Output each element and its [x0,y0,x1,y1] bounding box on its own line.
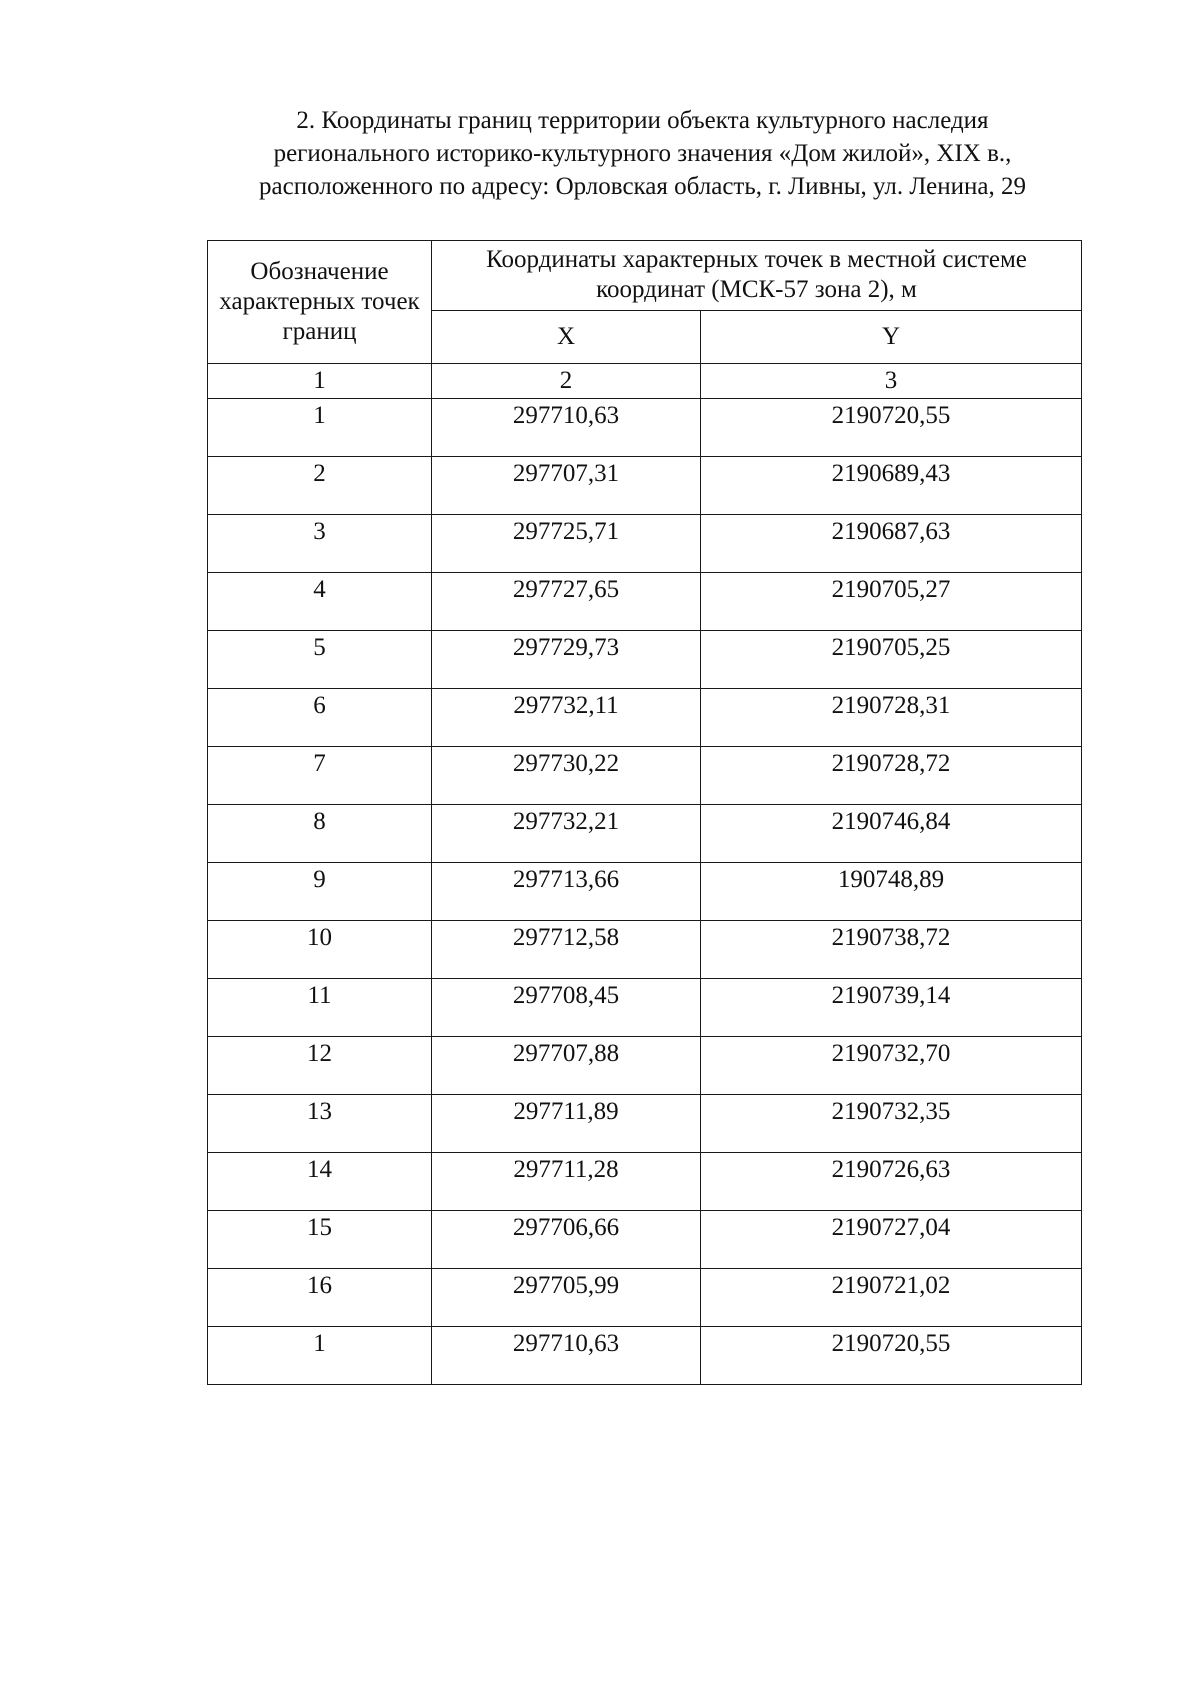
column-number-row [208,364,1082,399]
point-cell: 8 [208,805,432,863]
point-cell: 16 [208,1269,432,1327]
x-column-header: X [432,310,701,363]
x-cell: 297712,58 [432,921,701,979]
y-cell: 2190746,84 [701,805,1082,863]
document-title [190,104,1095,203]
y-cell: 2190720,55 [701,399,1082,457]
table-row [208,979,1082,1037]
y-cell: 2190705,25 [701,631,1082,689]
column-number: 2 [432,364,701,399]
y-cell: 2190721,02 [701,1269,1082,1327]
coords-group-header: Координаты характерных точек в местной системе координат (МСК-57 зона 2), м [432,241,1082,311]
point-cell: 6 [208,689,432,747]
point-cell: 12 [208,1037,432,1095]
x-cell: 297707,31 [432,457,701,515]
title-line: расположенного по адресу: Орловская область, г. Ливны, ул. Ленина, 29 [259,173,1026,200]
table-row [208,1153,1082,1211]
x-cell: 297707,88 [432,1037,701,1095]
table-row [208,921,1082,979]
table-row [208,747,1082,805]
table-row [208,689,1082,747]
y-cell: 2190728,72 [701,747,1082,805]
point-cell: 10 [208,921,432,979]
point-cell: 5 [208,631,432,689]
table-row [208,573,1082,631]
point-cell: 2 [208,457,432,515]
y-cell: 2190732,35 [701,1095,1082,1153]
point-cell: 11 [208,979,432,1037]
x-cell: 297729,73 [432,631,701,689]
y-cell: 2190738,72 [701,921,1082,979]
point-cell: 15 [208,1211,432,1269]
point-cell: 1 [208,1327,432,1385]
point-cell: 13 [208,1095,432,1153]
point-cell: 14 [208,1153,432,1211]
y-cell: 2190726,63 [701,1153,1082,1211]
table-row [208,1211,1082,1269]
x-cell: 297732,11 [432,689,701,747]
y-cell: 2190727,04 [701,1211,1082,1269]
table-row [208,1327,1082,1385]
table-body [208,399,1082,1385]
column-number: 3 [701,364,1082,399]
point-label-header: Обозначение характерных точек границ [208,241,432,364]
x-cell: 297706,66 [432,1211,701,1269]
x-cell: 297725,71 [432,515,701,573]
x-cell: 297727,65 [432,573,701,631]
y-cell: 2190739,14 [701,979,1082,1037]
table-row [208,1269,1082,1327]
y-cell: 2190728,31 [701,689,1082,747]
point-cell: 7 [208,747,432,805]
y-column-header: Y [701,310,1082,363]
y-cell: 2190689,43 [701,457,1082,515]
y-cell: 2190687,63 [701,515,1082,573]
y-cell: 2190732,70 [701,1037,1082,1095]
table-row [208,631,1082,689]
table-row [208,1037,1082,1095]
column-number: 1 [208,364,432,399]
x-cell: 297732,21 [432,805,701,863]
table-row [208,1095,1082,1153]
x-cell: 297708,45 [432,979,701,1037]
y-cell: 190748,89 [701,863,1082,921]
table-row [208,515,1082,573]
x-cell: 297711,28 [432,1153,701,1211]
table-row [208,805,1082,863]
x-cell: 297710,63 [432,1327,701,1385]
title-line: 2. Координаты границ территории объекта культурного наследия [296,107,989,134]
x-cell: 297710,63 [432,399,701,457]
title-line: регионального историко-культурного значения «Дом жилой», XIX в., [273,140,1012,167]
point-cell: 4 [208,573,432,631]
point-cell: 1 [208,399,432,457]
coordinates-table [207,240,1082,1385]
table-row [208,457,1082,515]
x-cell: 297711,89 [432,1095,701,1153]
y-cell: 2190720,55 [701,1327,1082,1385]
point-cell: 9 [208,863,432,921]
x-cell: 297705,99 [432,1269,701,1327]
x-cell: 297730,22 [432,747,701,805]
table-row [208,399,1082,457]
x-cell: 297713,66 [432,863,701,921]
table-row [208,863,1082,921]
y-cell: 2190705,27 [701,573,1082,631]
point-cell: 3 [208,515,432,573]
